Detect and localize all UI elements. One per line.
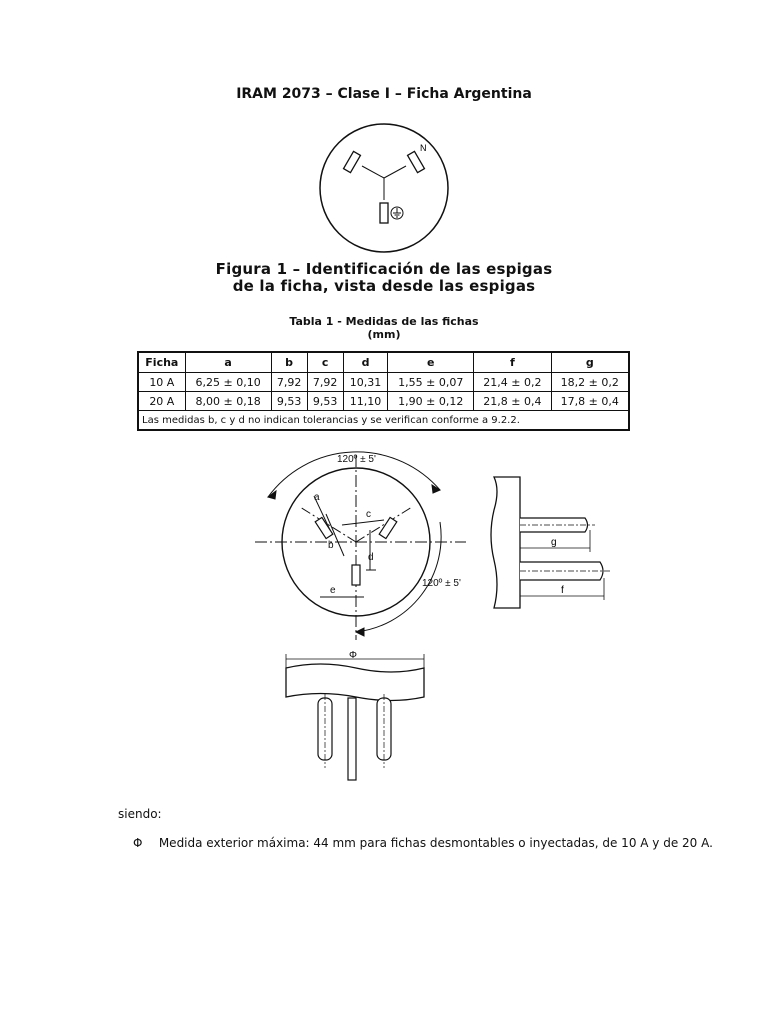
table-cell: 9,53 [271,392,307,411]
col-header-ficha: Ficha [138,352,185,373]
dim-label-f: f [561,585,564,596]
table-cell: 21,8 ± 0,4 [474,392,551,411]
table-note-row [138,411,629,431]
table-cell: 7,92 [271,373,307,392]
definitions-intro: siendo: [118,807,162,821]
col-header-d: d [343,352,388,373]
col-header-a: a [185,352,271,373]
dim-label-g: g [551,537,557,548]
dim-label-e: e [330,585,336,596]
figure-caption-line2: de la ficha, vista desde las espigas [232,277,536,295]
document-title: IRAM 2073 – Clase I – Ficha Argentina [236,86,532,102]
dim-label-a: a [314,492,320,503]
table-title [0,315,768,341]
table-cell: 18,2 ± 0,2 [551,373,629,392]
angle-label-top: 120º ± 5' [337,454,376,465]
dim-label-d: d [368,552,374,563]
table-cell: 11,10 [343,392,388,411]
table-cell: 17,8 ± 0,4 [551,392,629,411]
table-cell: 10 A [138,373,185,392]
definition-item [133,836,713,850]
figure-caption [0,261,768,295]
table-cell: 6,25 ± 0,10 [185,373,271,392]
table-cell: 7,92 [307,373,343,392]
dimension-drawing-top [275,645,435,785]
table-note: Las medidas b, c y d no indican tolerancias y se verifican conforme a 9.2.2. [138,411,629,431]
table-cell: 1,55 ± 0,07 [388,373,474,392]
definition-text: Medida exterior máxima: 44 mm para fichas desmontables o inyectadas, de 10 A y de 20 A. [158,836,713,850]
table-cell: 8,00 ± 0,18 [185,392,271,411]
col-header-g: g [551,352,629,373]
table-cell: 9,53 [307,392,343,411]
table-row [138,373,629,392]
table-row [138,392,629,411]
col-header-e: e [388,352,474,373]
table-units: (mm) [367,328,401,341]
table-cell: 1,90 ± 0,12 [388,392,474,411]
col-header-c: c [307,352,343,373]
table-cell: 20 A [138,392,185,411]
dim-label-b: b [328,540,334,551]
table-cell: 10,31 [343,373,388,392]
figure-caption-line1: Figura 1 – Identificación de las espigas [215,260,553,278]
definition-symbol: Φ [133,836,143,850]
dimension-drawing-side [480,470,630,620]
angle-label-right: 120º ± 5' [422,578,461,589]
col-header-b: b [271,352,307,373]
dim-label-c: c [366,509,371,520]
table-cell: 21,4 ± 0,2 [474,373,551,392]
measurements-table [137,351,630,431]
col-header-f: f [474,352,551,373]
dim-label-phi: Φ [349,650,357,661]
dimension-drawing-front [0,445,768,645]
table-title-text: Tabla 1 - Medidas de las fichas [289,315,479,328]
neutral-label: N [420,143,427,153]
table-header-row [138,352,629,373]
